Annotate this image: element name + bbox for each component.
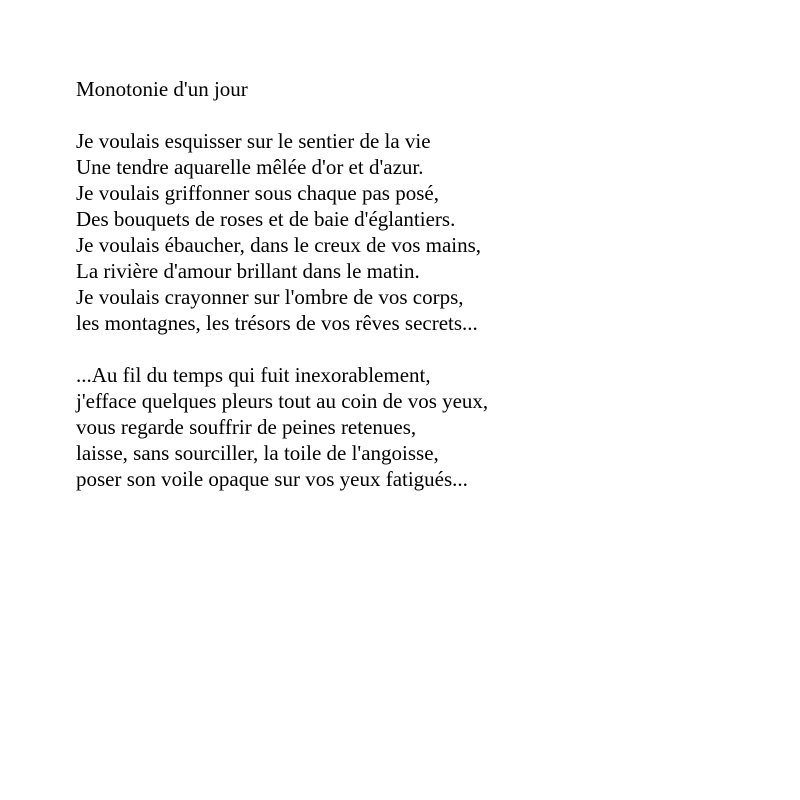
poem-title: Monotonie d'un jour	[76, 77, 248, 101]
poem-line: les montagnes, les trésors de vos rêves secrets...	[76, 311, 478, 335]
poem-line: ...Au fil du temps qui fuit inexorablement,	[76, 363, 431, 387]
stanza-2	[76, 362, 756, 492]
poem-line: Je voulais esquisser sur le sentier de la vie	[76, 129, 431, 153]
poem-line: vous regarde souffrir de peines retenues,	[76, 415, 417, 439]
stanza-1	[76, 128, 756, 336]
poem-line: Je voulais crayonner sur l'ombre de vos corps,	[76, 285, 464, 309]
poem-line: laisse, sans sourciller, la toile de l'angoisse,	[76, 441, 439, 465]
poem-line: j'efface quelques pleurs tout au coin de vos yeux,	[76, 389, 489, 413]
poem-line: Une tendre aquarelle mêlée d'or et d'azur.	[76, 155, 424, 179]
poem-line: Je voulais ébaucher, dans le creux de vos mains,	[76, 233, 482, 257]
poem-line: poser son voile opaque sur vos yeux fatigués...	[76, 467, 468, 491]
poem-line: Je voulais griffonner sous chaque pas posé,	[76, 181, 439, 205]
poem-line: La rivière d'amour brillant dans le matin.	[76, 259, 420, 283]
poem-line: Des bouquets de roses et de baie d'églantiers.	[76, 207, 456, 231]
poem	[76, 76, 756, 492]
